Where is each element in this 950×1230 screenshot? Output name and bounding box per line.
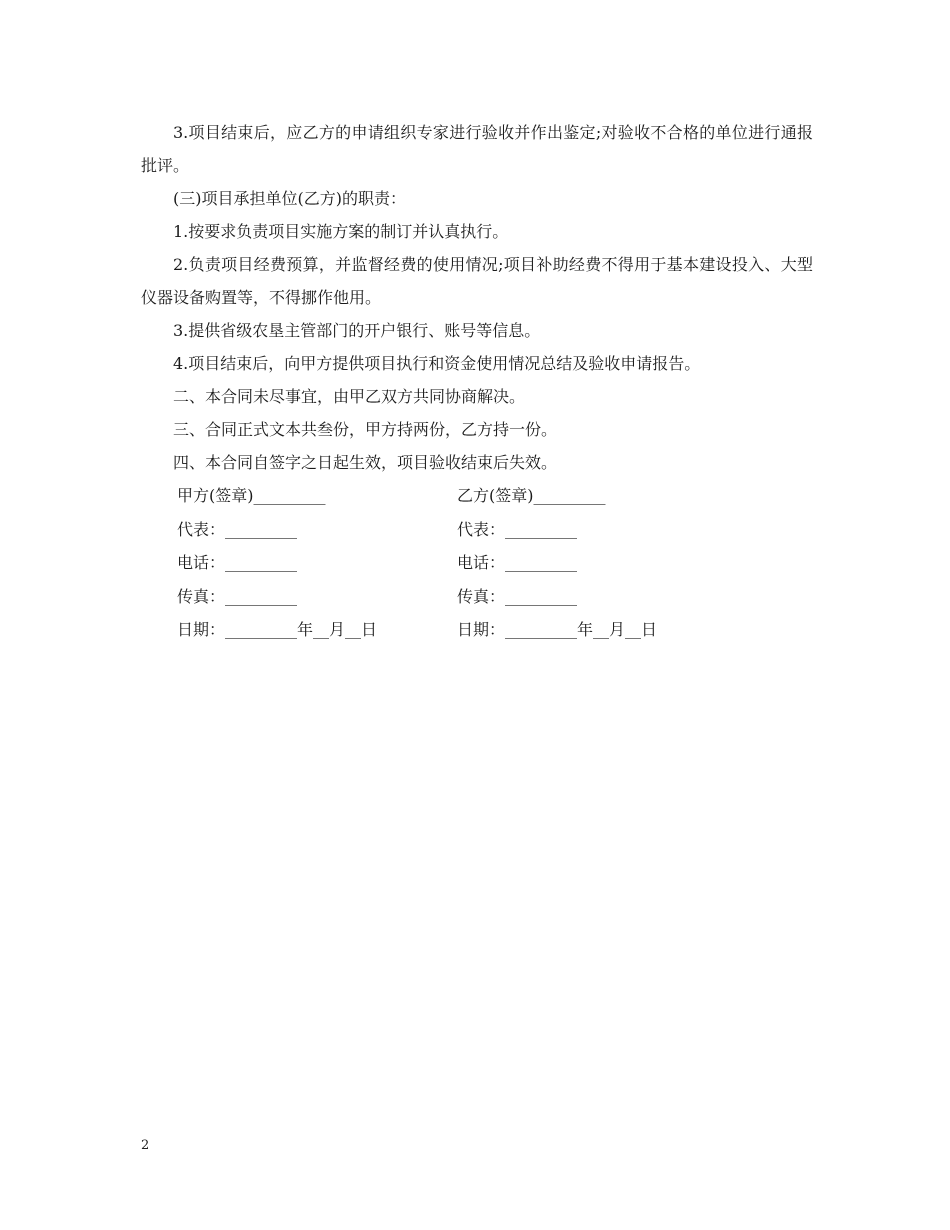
clause-paragraph: 1.按要求负责项目实施方案的制订并认真执行。 bbox=[173, 222, 509, 241]
fax-row bbox=[177, 580, 657, 614]
party-b-signature: 乙方(签章)_________ bbox=[457, 486, 606, 506]
clause-paragraph: 二、本合同未尽事宜，由甲乙双方共同协商解决。 bbox=[173, 387, 526, 406]
party-b-fax: 传真：_________ bbox=[457, 586, 578, 606]
clause-paragraph: 3.提供省级农垦主管部门的开户银行、账号等信息。 bbox=[173, 321, 541, 340]
phone-row bbox=[177, 546, 657, 580]
page-number: 2 bbox=[141, 1138, 150, 1153]
clause-paragraph: 4.项目结束后，向甲方提供项目执行和资金使用情况总结及验收申请报告。 bbox=[173, 354, 701, 373]
party-a-representative: 代表：_________ bbox=[177, 519, 298, 539]
party-b-phone: 电话：_________ bbox=[457, 553, 578, 573]
representative-row bbox=[177, 513, 657, 547]
party-a-phone: 电话：_________ bbox=[177, 553, 298, 573]
clause-paragraph: 三、合同正式文本共叁份，甲方持两份，乙方持一份。 bbox=[173, 420, 558, 439]
date-row bbox=[177, 613, 657, 647]
section-heading: (三)项目承担单位(乙方)的职责： bbox=[173, 189, 406, 208]
party-a-date: 日期：_________年__月__日 bbox=[177, 620, 378, 640]
clause-paragraph: 3.项目结束后，应乙方的申请组织专家进行验收并作出鉴定;对验收不合格的单位进行通报批评。 bbox=[141, 123, 813, 175]
party-b-representative: 代表：_________ bbox=[457, 519, 578, 539]
signature-block bbox=[177, 479, 657, 647]
party-a-signature: 甲方(签章)_________ bbox=[177, 486, 326, 506]
clause-paragraph: 四、本合同自签字之日起生效，项目验收结束后失效。 bbox=[173, 453, 558, 472]
contract-body bbox=[141, 116, 813, 647]
party-b-date: 日期：_________年__月__日 bbox=[457, 620, 658, 640]
clause-paragraph: 2.负责项目经费预算，并监督经费的使用情况;项目补助经费不得用于基本建设投入、大型仪器设备购置等，不得挪作他用。 bbox=[141, 255, 813, 307]
party-a-fax: 传真：_________ bbox=[177, 586, 298, 606]
signature-row bbox=[177, 479, 657, 513]
